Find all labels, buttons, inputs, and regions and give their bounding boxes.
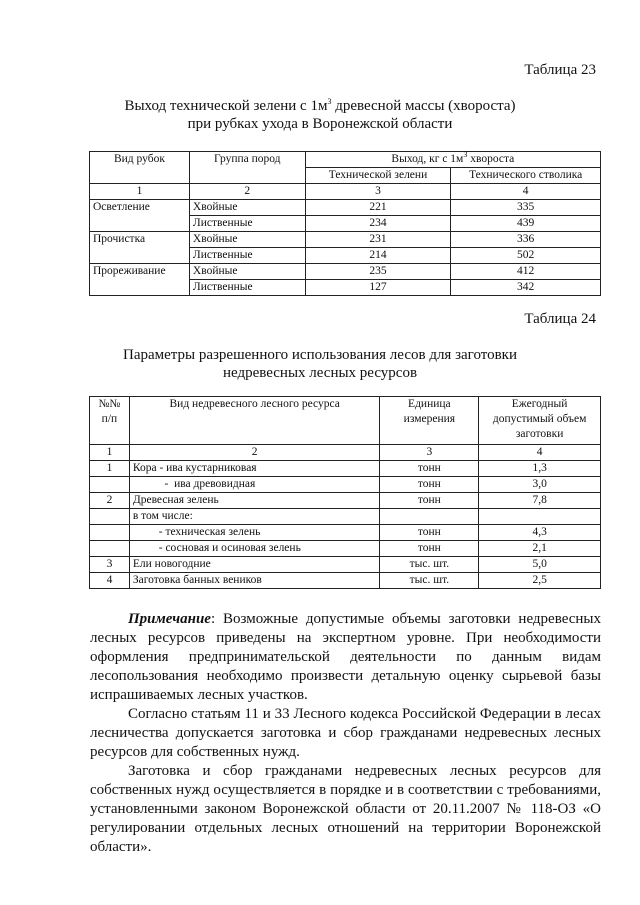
table-24-label: Таблица 24 (524, 311, 596, 327)
paragraph: Заготовка и сбор гражданами недревесных лесных ресурсов для собственных нужд осуществляется в порядке и в соответствии с требованиями, установленными законом Воронежской области от 20.11.2007 № 118-ОЗ «О регулировании отдельных лесных отношений на территории Воронежской области». (90, 763, 601, 855)
table-row: - сосновая и осиновая зелень тонн 2,1 (90, 541, 601, 557)
table-row: Осветление Хвойные 221 335 (90, 200, 601, 216)
table-row: 4 Заготовка банных веников тыс. шт. 2,5 (90, 573, 601, 589)
header-resource: Вид недревесного лесного ресурса (129, 397, 380, 445)
header-species-group: Группа пород (189, 152, 305, 184)
table-row: Прочистка Хвойные 231 336 (90, 232, 601, 248)
table-row: 1 Кора - ива кустарниковая тонн 1,3 (90, 461, 601, 477)
table-row: Лиственные 127 342 (90, 280, 601, 296)
table-24-title-line-2: недревесных лесных ресурсов (222, 365, 418, 381)
table-23-title (0, 97, 640, 133)
table-23-title-line-1: Выход технической зелени с $1м^3$ древесной массы (хвороста) (124, 97, 516, 114)
header-volume: Ежегодный допустимый объем заготовки (479, 397, 601, 445)
table-row: Лиственные 234 439 (90, 216, 601, 232)
header-number: №№ п/п (90, 397, 130, 445)
table-24-title-line-1: Параметры разрешенного использования лесов для заготовки (122, 347, 517, 363)
table-row: - ива древовидная тонн 3,0 (90, 477, 601, 493)
table-23-label: Таблица 23 (524, 62, 596, 78)
note-label: Примечание (128, 611, 211, 627)
column-numbers-row: 1 2 3 4 (90, 445, 601, 461)
paragraph: Согласно статьям 11 и 33 Лесного кодекса Российской Федерации в лесах лесничества допускается заготовка и сбор гражданами недревесных лесных ресурсов для собственных нужд. (90, 706, 601, 760)
table-row: в том числе: (90, 509, 601, 525)
table-row: 3 Ели новогодние тыс. шт. 5,0 (90, 557, 601, 573)
table-row: - техническая зелень тонн 4,3 (90, 525, 601, 541)
table-row: Лиственные 214 502 (90, 248, 601, 264)
table-24-title (0, 346, 640, 382)
note-text: : Возможные допустимые объемы заготовки недревесных лесных ресурсов приведены на экспертном уровне. При необходимости оформления предпринимательской деятельности по данным видам лесопользования необходимо произвести детальную оценку сырьевой базы испрашиваемых лесных участков. (90, 611, 601, 703)
table-23 (89, 151, 601, 296)
header-tech-stem: Технического стволика (451, 168, 601, 184)
table-row: 2 Древесная зелень тонн 7,8 (90, 493, 601, 509)
table-23-title-line-2: при рубках ухода в Воронежской области (187, 116, 453, 132)
header-unit: Единица измерения (380, 397, 479, 445)
header-tech-green: Технической зелени (305, 168, 451, 184)
column-numbers-row: 1 2 3 4 (90, 184, 601, 200)
table-row: Прореживание Хвойные 235 412 (90, 264, 601, 280)
header-cutting-type: Вид рубок (90, 152, 190, 184)
header-yield: Выход, кг с $1м^3$ хвороста (305, 152, 600, 168)
note-paragraph (90, 610, 601, 705)
table-24 (89, 396, 601, 589)
body-text (90, 610, 601, 857)
